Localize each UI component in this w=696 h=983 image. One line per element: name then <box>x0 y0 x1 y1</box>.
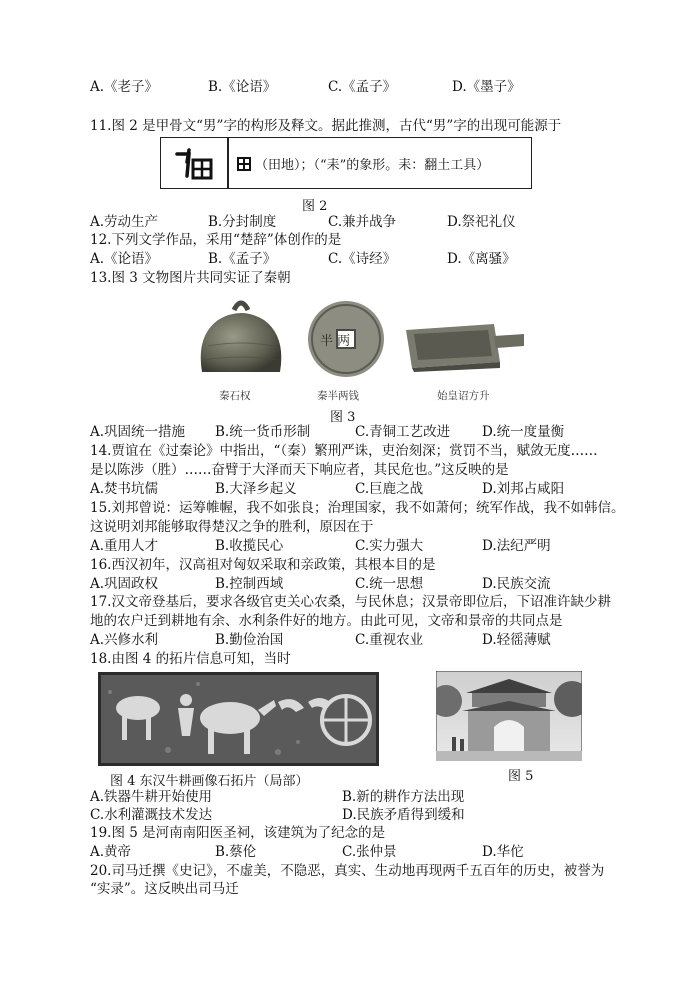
q12-option-a: A.《论语》 <box>90 251 159 267</box>
q18-option-b: B.新的耕作方法出现 <box>342 789 465 805</box>
tian-glyph-icon <box>237 157 251 171</box>
q12-option-b: B.《孟子》 <box>208 251 277 267</box>
q18-option-c: C.水利灌溉技术发达 <box>90 807 213 823</box>
q15-option-d: D.法纪严明 <box>482 538 551 554</box>
q17-option-b: B.勤俭治国 <box>215 632 284 648</box>
q15-option-a: A.重用人才 <box>90 538 159 554</box>
q19-stem: 19.图 5 是河南南阳医圣祠，该建筑为了纪念的是 <box>90 825 386 841</box>
q14-stem-line-1: 14.贾谊在《过秦论》中指出，“（秦）繁刑严诛，吏治刻深；赏罚不当，赋敛无度…… <box>90 443 598 459</box>
q15-option-b: B.收揽民心 <box>215 538 284 554</box>
q18-stem: 18.由图 4 的拓片信息可知，当时 <box>90 651 291 667</box>
figure-2-divider <box>227 138 229 188</box>
q10-option-b: B.《论语》 <box>208 79 277 95</box>
q16-option-a: A.巩固政权 <box>90 576 159 592</box>
q13-option-a: A.巩固统一措施 <box>90 424 186 440</box>
figure-2 <box>160 137 532 189</box>
q17-stem-line-2: 地的农户迁到耕地有余、水利条件好的地方。由此可见，文帝和景帝的共同点是 <box>90 613 563 629</box>
medical-saint-temple-photo <box>436 671 582 761</box>
q16-stem: 16.西汉初年，汉高祖对匈奴采取和亲政策，其根本目的是 <box>90 557 436 573</box>
q13-option-c: C.青铜工艺改进 <box>355 424 451 440</box>
q10-option-c: C.《孟子》 <box>328 79 397 95</box>
q19-option-a: A.黄帝 <box>90 844 132 860</box>
q19-option-c: C.张仲景 <box>342 844 397 860</box>
q19-option-d: D.华佗 <box>482 844 524 860</box>
q14-option-d: D.刘邦占咸阳 <box>482 481 565 497</box>
q12-stem: 12.下列文学作品，采用“楚辞”体创作的是 <box>90 232 342 248</box>
figure-2-text <box>237 154 489 173</box>
q13-stem: 13.图 3 文物图片共同实证了秦朝 <box>90 270 291 286</box>
q11-option-d: D.祭祀礼仪 <box>447 214 516 230</box>
artifact-label-coin: 秦半两钱 <box>317 390 359 402</box>
figure-2-explanation: （田地）；（“耒”的象形。耒：翻土工具） <box>255 158 490 173</box>
q13-option-d: D.统一度量衡 <box>482 424 565 440</box>
qin-stone-weight-photo <box>194 296 288 382</box>
q11-option-b: B.分封制度 <box>208 214 277 230</box>
q12-option-c: C.《诗经》 <box>328 251 397 267</box>
q16-option-c: C.统一思想 <box>355 576 424 592</box>
qin-banliang-coin-photo <box>306 298 386 380</box>
q17-option-d: D.轻徭薄赋 <box>482 632 551 648</box>
q14-option-b: B.大泽乡起义 <box>215 481 297 497</box>
figure-3-caption: 图 3 <box>330 410 356 425</box>
q16-option-b: B.控制西域 <box>215 576 284 592</box>
q10-option-a: A.《老子》 <box>90 79 159 95</box>
q12-option-d: D.《离骚》 <box>447 251 516 267</box>
q14-option-a: A.焚书坑儒 <box>90 481 159 497</box>
q11-option-c: C.兼并战争 <box>328 214 397 230</box>
q11-stem: 11.图 2 是甲骨文“男”字的构形及释文。据此推测，古代“男”字的出现可能源于 <box>90 118 562 134</box>
coin-text: 半 两 <box>320 334 351 349</box>
q17-option-a: A.兴修水利 <box>90 632 159 648</box>
ox-plowing-rubbing-image <box>98 672 379 766</box>
q13-option-b: B.统一货币形制 <box>215 424 311 440</box>
q15-stem-line-2: 这说明刘邦能够取得楚汉之争的胜利，原因在于 <box>90 519 374 535</box>
qin-measuring-vessel-photo <box>402 318 526 374</box>
artifact-label-vessel: 始皇诏方升 <box>437 390 490 402</box>
q20-stem-line-1: 20.司马迁撰《史记》，不虚美，不隐恶，真实、生动地再现两千五百年的历史，被誉为 <box>90 863 605 879</box>
q16-option-d: D.民族交流 <box>482 576 551 592</box>
q18-option-d: D.民族矛盾得到缓和 <box>342 807 465 823</box>
q15-stem-line-1: 15.刘邦曾说：运筹帷幄，我不如张良；治理国家，我不如萧何；统军作战，我不如韩信。 <box>90 500 625 516</box>
q11-option-a: A.劳动生产 <box>90 214 159 230</box>
oracle-bone-nan-glyph <box>171 144 217 182</box>
q19-option-b: B.蔡伦 <box>215 844 257 860</box>
artifact-label-stone-weight: 秦石权 <box>219 390 251 402</box>
q10-option-d: D.《墨子》 <box>452 79 521 95</box>
q15-option-c: C.实力强大 <box>355 538 424 554</box>
q17-stem-line-1: 17.汉文帝登基后，要求各级官吏关心农桑，与民休息；汉景帝即位后，下诏准许缺少耕 <box>90 594 611 610</box>
q20-stem-line-2: “实录”。这反映出司马迁 <box>90 881 239 897</box>
q14-stem-line-2: 是以陈涉（胜）……奋臂于大泽而天下响应者，其民危也。”这反映的是 <box>90 462 509 478</box>
q18-option-a: A.铁器牛耕开始使用 <box>90 789 213 805</box>
figure-4-caption: 图 4 东汉牛耕画像石拓片（局部） <box>110 774 309 789</box>
figure-2-caption: 图 2 <box>302 199 328 214</box>
figure-5-caption: 图 5 <box>508 769 534 784</box>
q17-option-c: C.重视农业 <box>355 632 424 648</box>
q14-option-c: C.巨鹿之战 <box>355 481 424 497</box>
